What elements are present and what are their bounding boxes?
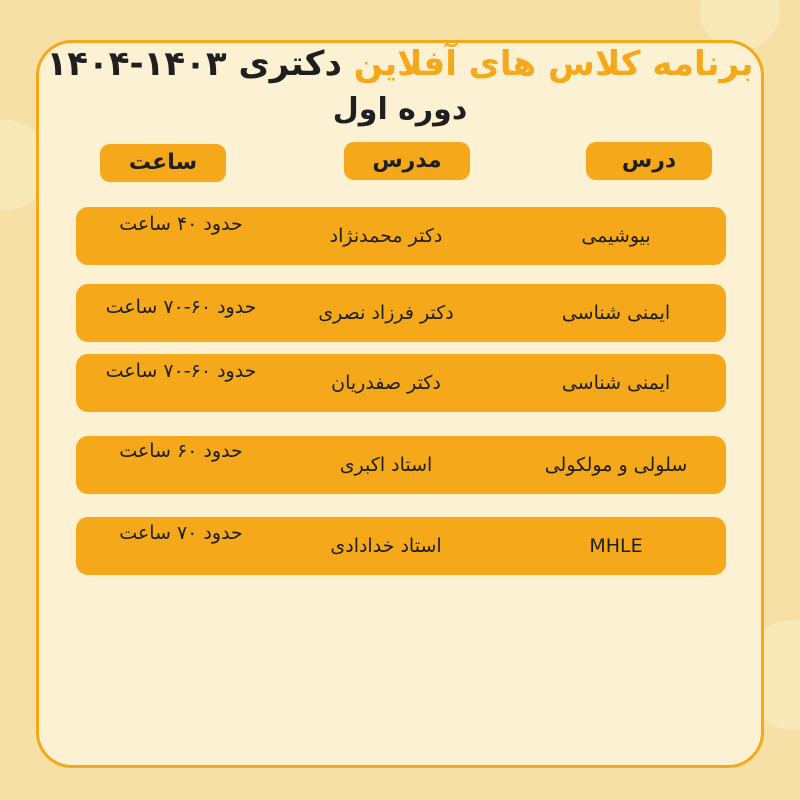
- header-hours: ساعت: [100, 144, 226, 182]
- page-subtitle: دوره اول: [332, 92, 468, 127]
- hours-cell: حدود ۶۰-۷۰ ساعت: [105, 360, 257, 383]
- header-teacher: مدرس: [344, 142, 470, 180]
- teacher-cell: دکتر صفدریان: [331, 372, 441, 394]
- page-title: [0, 44, 800, 84]
- lesson-cell: ایمنی شناسی: [561, 372, 671, 394]
- teacher-cell: استاد خدادادی: [330, 535, 442, 557]
- teacher-cell: دکتر فرزاد نصری: [318, 302, 454, 324]
- hours-cell: حدود ۶۰ ساعت: [119, 439, 243, 462]
- title-accent: برنامه کلاس های آفلاین: [353, 44, 754, 84]
- header-lesson: درس: [586, 142, 712, 180]
- teacher-cell: استاد اکبری: [339, 454, 433, 476]
- table-row: [76, 436, 726, 494]
- lesson-cell: MHLE: [589, 535, 643, 557]
- table-row: [76, 354, 726, 412]
- hours-cell: حدود ۷۰ ساعت: [119, 521, 243, 544]
- table-row: [76, 207, 726, 265]
- hours-cell: حدود ۴۰ ساعت: [119, 213, 243, 236]
- title-year: دکتری ۱۴۰۳-۱۴۰۴: [46, 44, 342, 84]
- teacher-cell: دکتر محمدنژاد: [329, 225, 443, 247]
- table-row: [76, 284, 726, 342]
- table-row: [76, 517, 726, 575]
- lesson-cell: ایمنی شناسی: [561, 302, 671, 324]
- lesson-cell: بیوشیمی: [581, 225, 651, 247]
- hours-cell: حدود ۶۰-۷۰ ساعت: [105, 296, 257, 319]
- lesson-cell: سلولی و مولکولی: [544, 454, 688, 476]
